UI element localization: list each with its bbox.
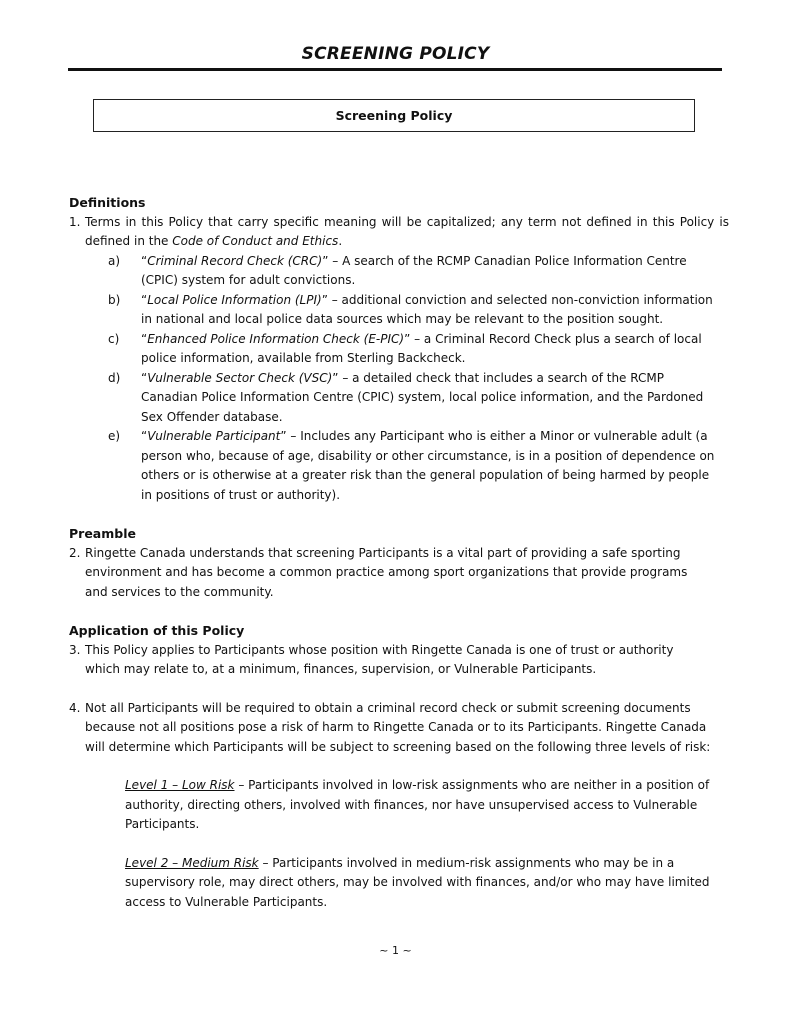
code-of-conduct-reference: Code of Conduct and Ethics	[172, 234, 339, 248]
page-title: SCREENING POLICY	[301, 44, 490, 64]
clause-number: 2.	[69, 545, 81, 560]
section-heading-application: Application of this Policy	[69, 623, 245, 638]
page-number: ~ 1 ~	[379, 944, 412, 957]
definition-item	[108, 330, 729, 369]
definition-term: Vulnerable Sector Check (VSC)	[147, 370, 333, 385]
definition-item	[108, 252, 729, 291]
definition-item	[108, 291, 729, 330]
section-heading-definitions: Definitions	[69, 195, 146, 210]
definition-item	[108, 369, 729, 428]
definition-description: – A search of the RCMP Canadian Police Information Centre (CPIC) system for adult convictions.	[141, 253, 687, 287]
clause-text: Ringette Canada understands that screening Participants is a vital part of providing a safe sporting environment and has become a common practice among sport organizations that provide programs and services to the community.	[85, 545, 688, 599]
definition-letter: c)	[108, 331, 120, 346]
definition-description: – a detailed check that includes a search of the RCMP Canadian Police Information Centre (CPIC) system, local police information, and the Pardoned Sex Offender database.	[141, 370, 704, 424]
policy-box-title: Screening Policy	[335, 108, 453, 123]
clause-text: Not all Participants will be required to obtain a criminal record check or submit screening documents because not all positions pose a risk of harm to Ringette Canada or to its Participants. Ringette Canada will determine which Participants will be subject to screening based on the following three levels of risk:	[85, 700, 711, 754]
clause-1	[69, 213, 729, 252]
risk-level-name: Level 2 – Medium Risk	[125, 855, 259, 870]
clause-number: 3.	[69, 642, 81, 657]
definition-term: Enhanced Police Information Check (E-PIC)	[147, 331, 405, 346]
section-heading-preamble: Preamble	[69, 526, 136, 541]
definition-text: “Vulnerable Sector Check (VSC)” – a detailed check that includes a search of the RCMP Canadian Police Information Centre (CPIC) system, local police information, and the Pardoned Sex Offender database.	[141, 370, 704, 424]
spacer	[69, 680, 729, 699]
clause-text	[85, 213, 729, 252]
definition-text: “Criminal Record Check (CRC)” – A search of the RCMP Canadian Police Information Centre (CPIC) system for adult convictions.	[141, 253, 687, 287]
clause-4	[69, 699, 729, 758]
risk-level-description: – Participants involved in medium-risk assignments who may be in a supervisory role, may direct others, may be involved with finances, and/or who may have limited access to Vulnerable Participants.	[125, 855, 710, 909]
definition-description: – Includes any Participant who is either a Minor or vulnerable adult (a person who, because of age, disability or other circumstance, is in a position of dependence on others or is otherwise at a greater risk than the general population of being harmed by people in positions of trust or authority).	[141, 429, 715, 502]
risk-level-name: Level 1 – Low Risk	[125, 778, 235, 792]
title-divider	[68, 68, 722, 71]
clause-number: 4.	[69, 700, 81, 715]
spacer	[69, 835, 729, 854]
risk-level-2	[125, 854, 721, 913]
policy-title-box	[93, 99, 695, 132]
clause-text: This Policy applies to Participants whose position with Ringette Canada is one of trust or authority which may relate to, at a minimum, finances, supervision, or Vulnerable Participants.	[85, 642, 674, 676]
clause-number: 1.	[69, 214, 81, 229]
definition-letter: b)	[108, 292, 121, 307]
definition-letter: e)	[108, 429, 121, 443]
spacer	[69, 602, 729, 621]
definition-item	[108, 427, 729, 505]
clause-3	[69, 641, 729, 680]
definition-description: – a Criminal Record Check plus a search of local police information, available from Sterling Backcheck.	[141, 331, 702, 365]
definition-text: “Vulnerable Participant” – Includes any Participant who is either a Minor or vulnerable adult (a person who, because of age, disability or other circumstance, is in a position of dependence on others or is otherwise at a greater risk than the general population of being harmed by people in positions of trust or authority).	[141, 429, 715, 502]
clause-2	[69, 544, 729, 603]
document-body	[69, 193, 729, 912]
spacer	[69, 505, 729, 524]
definition-term: Vulnerable Participant	[147, 429, 281, 443]
definition-letter: d)	[108, 370, 121, 385]
definition-term: Local Police Information (LPI)	[147, 292, 322, 307]
clause-text-part: .	[338, 234, 343, 248]
definition-term: Criminal Record Check (CRC)	[147, 253, 323, 268]
clause-text-part: Terms in this Policy that carry specific meaning will be capitalized; any term not defined in this Policy is defined in the	[85, 214, 729, 248]
definition-letter: a)	[108, 253, 121, 268]
risk-level-1	[125, 776, 721, 835]
risk-level-description: – Participants involved in low-risk assignments who are neither in a position of authority, directing others, involved with finances, nor have unsupervised access to Vulnerable Participants.	[125, 778, 710, 831]
spacer	[69, 757, 729, 776]
definition-text: “Enhanced Police Information Check (E-PIC)” – a Criminal Record Check plus a search of local police information, available from Sterling Backcheck.	[141, 331, 702, 365]
definition-text: “Local Police Information (LPI)” – additional conviction and selected non-conviction information in national and local police data sources which may be relevant to the position sought.	[141, 292, 713, 326]
definition-description: – additional conviction and selected non-conviction information in national and local police data sources which may be relevant to the position sought.	[141, 292, 713, 326]
